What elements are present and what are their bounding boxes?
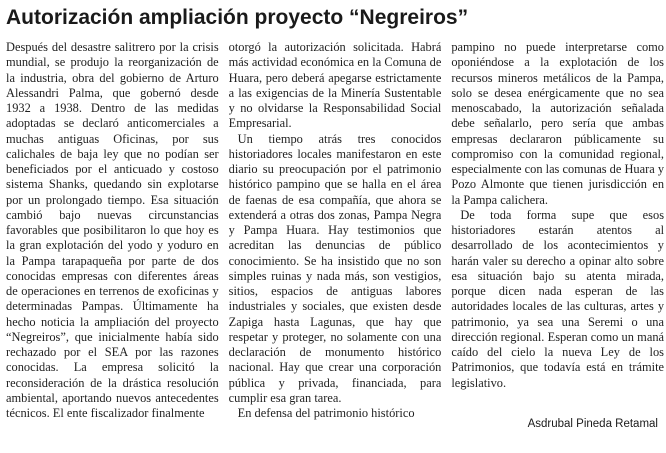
article-paragraph: otorgó la autorización solicitada. Habrá más actividad económica en la Comuna de Huara, pero deberá apegarse estrictamente a las exigencias de la Minería Sustentable y no olvidarse la Responsabilidad Social Empresarial.	[228, 40, 442, 131]
article-paragraph: De toda forma supe que esos historiadores estarán atentos al desarrollado de los acontecimientos y harán valer su derecho a opinar alto sobre esa situación bajo su atenta mirada, porque dicen nada esperan de las autoridades locales de las culturas, artes y patrimonio, ya sea una Seremi o una dirección regional. Esperan como un maná caído del cielo la nueva Ley de los Patrimonios, que todavía está en trámite legislativo.	[451, 207, 665, 390]
article-paragraph: pampino no puede interpretarse como oponiéndose a la explotación de los recursos mineros metálicos de la Pampa, solo se desea enérgicamente que no sea menoscabado, la autorización señalada debe señalarlo, pero sería que ambas empresas declararon públicamente su compromiso con la comunidad regional, especialmente con las comunas de Huara y Pozo Almonte que tienen jurisdicción en la Pampa calichera.	[451, 40, 665, 207]
article-column-1	[6, 40, 219, 432]
article-paragraph: Después del desastre salitrero por la crisis mundial, se produjo la reorganización de la industria, obra del gobierno de Arturo Alessandri Palma, que gobernó desde 1932 a 1938. Dentro de las medidas adoptadas se declaró anticomerciales a muchas antiguas Oficinas, por sus calichales de baja ley que no podían ser beneficiados por el anticuado y costoso sistema Shanks, quedando sin explotarse por un prolongado tiempo. Esa situación cambió bajo nuevas circunstancias favorables que posibilitaron lo que hoy es la gran explotación del yodo y yoduro en la Pampa tarapaqueña por parte de dos conocidas empresas con diferentes áreas de operaciones en terrenos de exoficinas y determinadas Pampas. Últimamente ha hecho noticia la ampliación del proyecto “Negreiros”, que inicialmente había sido rechazado por el SEA por las razones conocidas. La empresa solicitó la reconsideración de la drástica resolución ambiental, aportando nuevos antecedentes técnicos. El ente fiscalizador finalmente	[6, 40, 219, 420]
article-byline: Asdrubal Pineda Retamal	[527, 418, 658, 430]
article-column-3	[451, 40, 664, 432]
article-body	[6, 40, 664, 432]
article-headline: Autorización ampliación proyecto “Negreiros”	[6, 6, 469, 29]
article-paragraph: Un tiempo atrás tres conocidos historiadores locales manifestaron en este diario su preocupación por el patrimonio histórico pampino que se halla en el área de faenas de esa compañía, que ahora se extenderá a otras dos zonas, Pampa Negra y Pampa Huara. Hay testimonios que acreditan las denuncias de público conocimiento. Se ha insistido que no son simples ruinas y nada más, son vestigios, sitios, espacios de antiguas labores industriales y sociales, que existen desde Zapiga hasta Lagunas, que hay que respetar y proteger, no solamente con una declaración de monumento histórico nacional. Hay que crear una corporación pública y privada, financiada, para cumplir esa gran tarea.	[228, 131, 442, 405]
article-paragraph: En defensa del patrimonio histórico	[237, 406, 415, 420]
article-column-2	[229, 40, 442, 432]
